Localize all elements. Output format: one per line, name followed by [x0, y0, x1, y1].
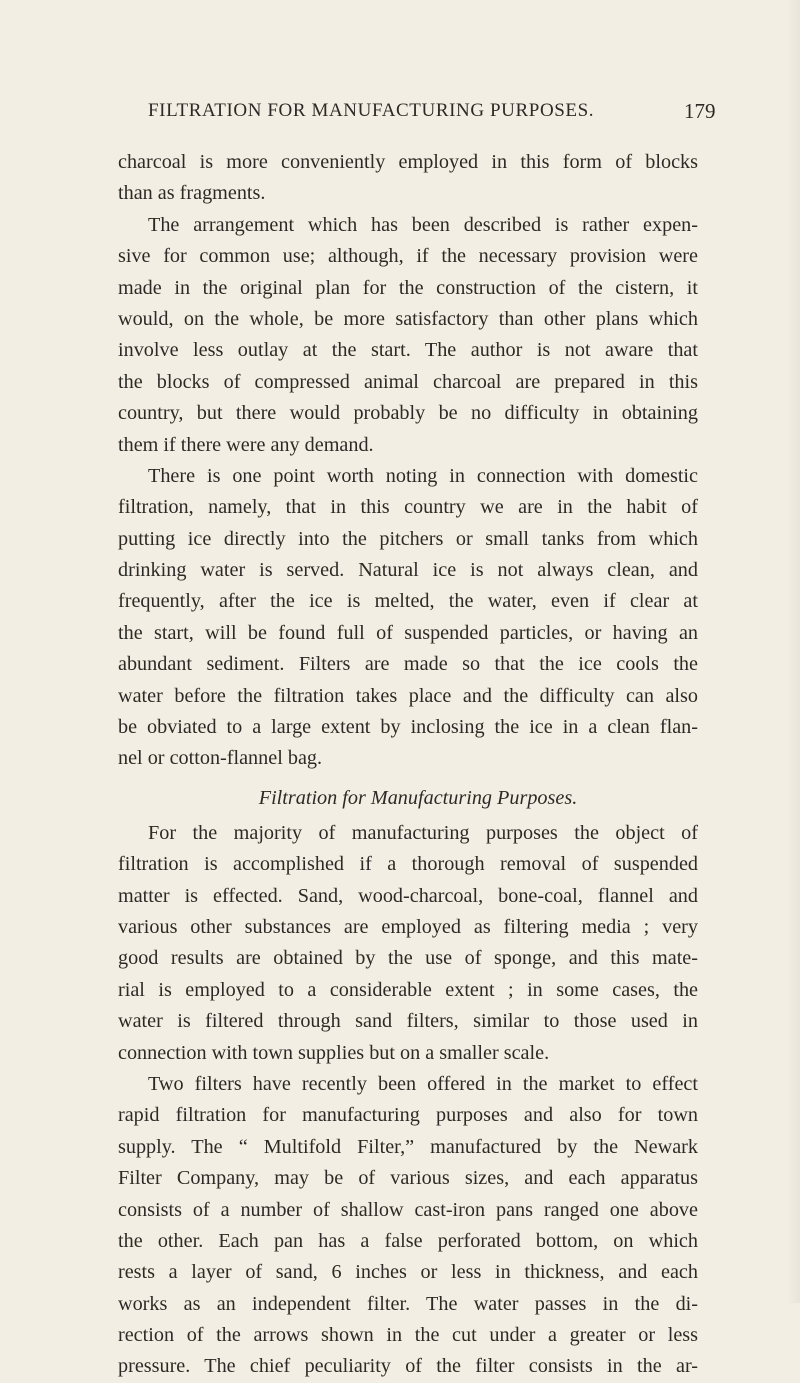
text-line: works as an independent filter. The water passes in the di-	[118, 1292, 698, 1315]
page-number: 179	[684, 99, 716, 123]
text-line: water is filtered through sand filters, similar to those used in	[118, 1010, 698, 1033]
paragraph-group-manufacturing-filtration	[118, 818, 698, 1383]
text-line: connection with town supplies but on a smaller scale.	[118, 1041, 550, 1064]
text-line: the blocks of compressed animal charcoal are prepared in this	[118, 370, 698, 393]
text-line: country, but there would probably be no difficulty in obtaining	[118, 402, 698, 425]
text-line: filtration is accomplished if a thorough removal of suspended	[118, 853, 698, 876]
text-line: sive for common use; although, if the necessary provision were	[118, 245, 698, 268]
text-line: putting ice directly into the pitchers or small tanks from which	[118, 527, 698, 550]
text-line: rection of the arrows shown in the cut under a greater or less	[118, 1324, 698, 1347]
text-line: rapid filtration for manufacturing purposes and also for town	[118, 1104, 698, 1127]
text-line: them if there were any demand.	[118, 433, 374, 456]
text-line: nel or cotton-flannel bag.	[118, 747, 323, 770]
text-line: rests a layer of sand, 6 inches or less in thickness, and each	[118, 1261, 698, 1284]
text-line: filtration, namely, that in this country we are in the habit of	[118, 496, 698, 519]
section-heading: Filtration for Manufacturing Purposes.	[258, 786, 578, 809]
page-edge-shadow	[786, 0, 800, 1303]
text-line: There is one point worth noting in connection with domestic	[148, 464, 698, 487]
text-line: than as fragments.	[118, 182, 266, 205]
text-line: made in the original plan for the construction of the cistern, it	[118, 276, 698, 299]
text-line: good results are obtained by the use of sponge, and this mate-	[118, 947, 698, 970]
text-line: Filter Company, may be of various sizes, and each apparatus	[118, 1167, 698, 1190]
text-line: Two filters have recently been offered in the market to effect	[148, 1072, 698, 1095]
text-line: pressure. The chief peculiarity of the filter consists in the ar-	[118, 1355, 698, 1378]
text-line: water before the filtration takes place and the difficulty can also	[118, 684, 698, 707]
text-line: The arrangement which has been described is rather expen-	[148, 213, 698, 236]
text-line: consists of a number of shallow cast-iron pans ranged one above	[118, 1198, 698, 1221]
body-text	[118, 147, 698, 1383]
text-line: the other. Each pan has a false perforated bottom, on which	[118, 1229, 698, 1252]
text-line: drinking water is served. Natural ice is not always clean, and	[118, 559, 698, 582]
text-line: For the majority of manufacturing purposes the object of	[148, 821, 698, 844]
text-line: charcoal is more conveniently employed in this form of blocks	[118, 151, 698, 173]
text-line: abundant sediment. Filters are made so that the ice cools the	[118, 653, 698, 676]
text-line: involve less outlay at the start. The author is not aware that	[118, 339, 698, 362]
text-line: various other substances are employed as filtering media ; very	[118, 915, 698, 938]
text-line: the start, will be found full of suspended particles, or having an	[118, 621, 698, 644]
text-line: be obviated to a large extent by inclosing the ice in a clean flan-	[118, 716, 698, 739]
text-line: matter is effected. Sand, wood-charcoal, bone-coal, flannel and	[118, 884, 698, 907]
text-line: would, on the whole, be more satisfactory than other plans which	[118, 307, 698, 330]
paragraph-group-domestic-filtration	[118, 147, 698, 775]
text-line: supply. The “ Multifold Filter,” manufactured by the Newark	[118, 1135, 698, 1158]
text-line: rial is employed to a considerable extent ; in some cases, the	[118, 978, 698, 1001]
text-line: frequently, after the ice is melted, the water, even if clear at	[118, 590, 698, 613]
running-title: FILTRATION FOR MANUFACTURING PURPOSES.	[148, 100, 595, 121]
